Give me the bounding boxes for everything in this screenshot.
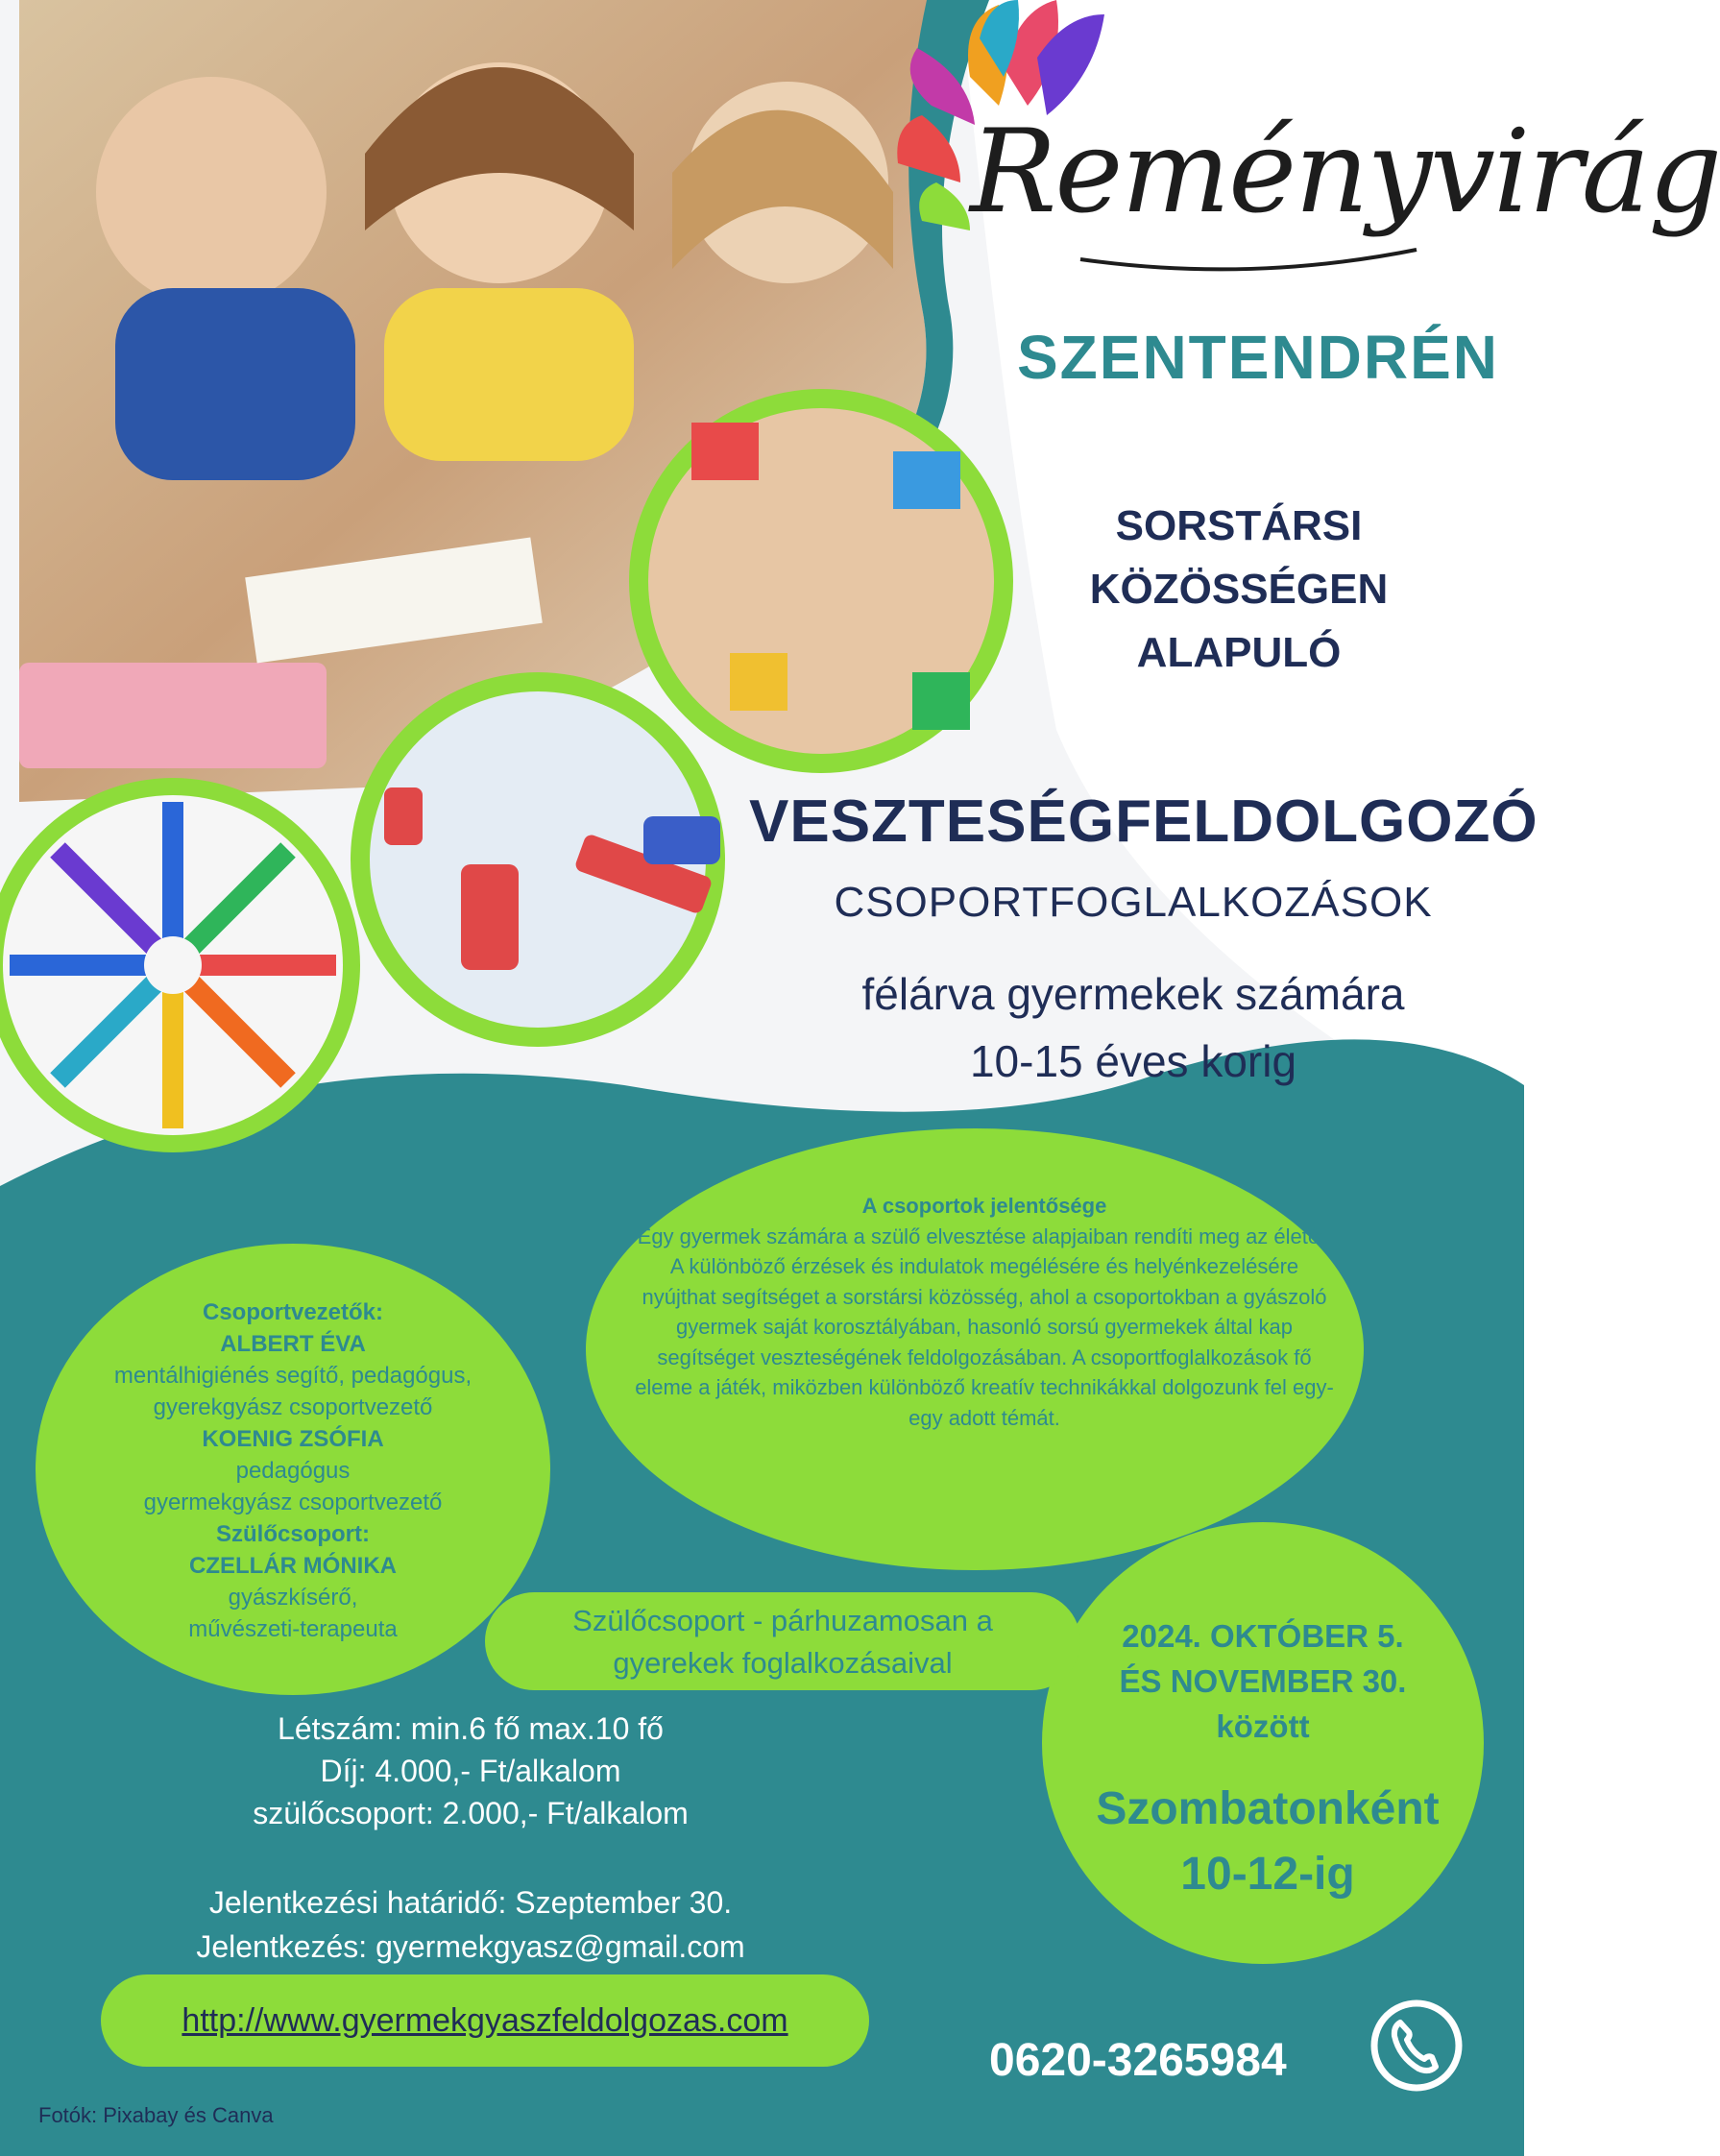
crayon-red	[384, 787, 423, 845]
parent-fee-text: szülőcsoport: 2.000,- Ft/alkalom	[253, 1796, 689, 1830]
leader-role: pedagógus	[235, 1458, 351, 1484]
date-line: 2024. OKTÓBER 5.	[1122, 1618, 1404, 1654]
toy-block	[730, 653, 787, 711]
date-line: között	[1216, 1708, 1310, 1744]
schedule-day: Szombatonként	[1096, 1783, 1440, 1834]
audience-line: félárva gyermekek számára	[861, 969, 1405, 1019]
headcount-text: Létszám: min.6 fő max.10 fő	[278, 1711, 664, 1746]
parent-group-pill	[485, 1592, 1080, 1690]
phone-icon[interactable]	[1369, 1998, 1465, 2094]
peer-line: KÖZÖSSÉGEN	[1089, 566, 1389, 613]
child-shirt	[115, 288, 355, 480]
leader-role: gyerekgyász csoportvezető	[153, 1394, 433, 1420]
deadline-text: Jelentkezési határidő: Szeptember 30.	[208, 1885, 733, 1920]
leaders-section	[48, 1296, 538, 1645]
toy-block	[691, 423, 759, 480]
phone-number[interactable]: 0620-3265984	[989, 2035, 1287, 2086]
logo-swash-icon	[1076, 240, 1421, 279]
city-heading: SZENTENDRÉN	[1016, 323, 1500, 392]
importance-text: Egy gyermek számára a szülő elvesztése alapjaiban rendíti meg az életét. A különböző érzések és indulatok megélésére és helyénkezelésére nyújthat segítséget a sorstársi közösség, ahol a csoportokban a gyászoló gyermek saját korosztályában, hasonló sorsú gyermekek által kap segítséget veszteségének feldolgozásában. A csoportfoglalkozások fő eleme a játék, miközben különböző kreatív technikákkal dolgozunk fel egy-egy adott témát.	[635, 1223, 1334, 1430]
facts-section	[115, 1708, 826, 1834]
peer-line: ALAPULÓ	[1136, 629, 1342, 676]
peer-community-heading	[1037, 495, 1441, 685]
brand-logo	[960, 106, 1720, 279]
url-pill	[101, 1974, 869, 2067]
registration-contact[interactable]: Jelentkezés: gyermekgyasz@gmail.com	[196, 1929, 745, 1964]
toy-block	[893, 451, 960, 509]
brand-name: Reményvirág	[970, 106, 1720, 239]
date-line: ÉS NOVEMBER 30.	[1119, 1663, 1407, 1699]
audience-line: 10-15 éves korig	[969, 1036, 1297, 1086]
peer-line: SORSTÁRSI	[1115, 502, 1363, 549]
pink-notebook	[19, 663, 327, 768]
leader-role: művészeti-terapeuta	[188, 1616, 398, 1642]
audience-text	[768, 960, 1498, 1095]
toy-block	[912, 672, 970, 730]
parent-group-heading: Szülőcsoport:	[216, 1521, 370, 1547]
leader-role: mentálhigiénés segítő, pedagógus,	[113, 1363, 472, 1389]
website-link[interactable]: http://www.gyermekgyaszfeldolgozas.com	[182, 2002, 788, 2039]
crayon-red	[461, 864, 519, 970]
photo-credits: Fotók: Pixabay és Canva	[38, 2103, 274, 2127]
parent-group-line: gyerekek foglalkozásaival	[613, 1646, 953, 1680]
leader-role: gyászkísérő,	[228, 1585, 358, 1611]
colored-pencils-wheel	[10, 802, 336, 1128]
schedule	[1037, 1777, 1498, 1907]
fee-text: Díj: 4.000,- Ft/alkalom	[320, 1754, 621, 1788]
leader-role: gyermekgyász csoportvezető	[143, 1490, 443, 1515]
crayon-blue	[643, 816, 720, 864]
date-range	[1052, 1613, 1474, 1749]
leader-name: KOENIG ZSÓFIA	[202, 1426, 384, 1452]
registration-section	[106, 1880, 836, 1969]
leader-name: ALBERT ÉVA	[220, 1331, 366, 1357]
main-title: VESZTESÉGFELDOLGOZÓ	[749, 788, 1538, 855]
child-face	[96, 77, 327, 307]
child-shirt	[384, 288, 634, 461]
importance-heading: A csoportok jelentősége	[861, 1194, 1107, 1218]
schedule-time: 10-12-ig	[1180, 1849, 1355, 1900]
sub-title: CSOPORTFOGLALKOZÁSOK	[834, 879, 1433, 926]
leaders-heading: Csoportvezetők:	[202, 1299, 384, 1325]
leader-name: CZELLÁR MÓNIKA	[189, 1553, 397, 1579]
parent-group-line: Szülőcsoport - párhuzamosan a	[572, 1604, 993, 1637]
importance-section	[634, 1191, 1335, 1433]
